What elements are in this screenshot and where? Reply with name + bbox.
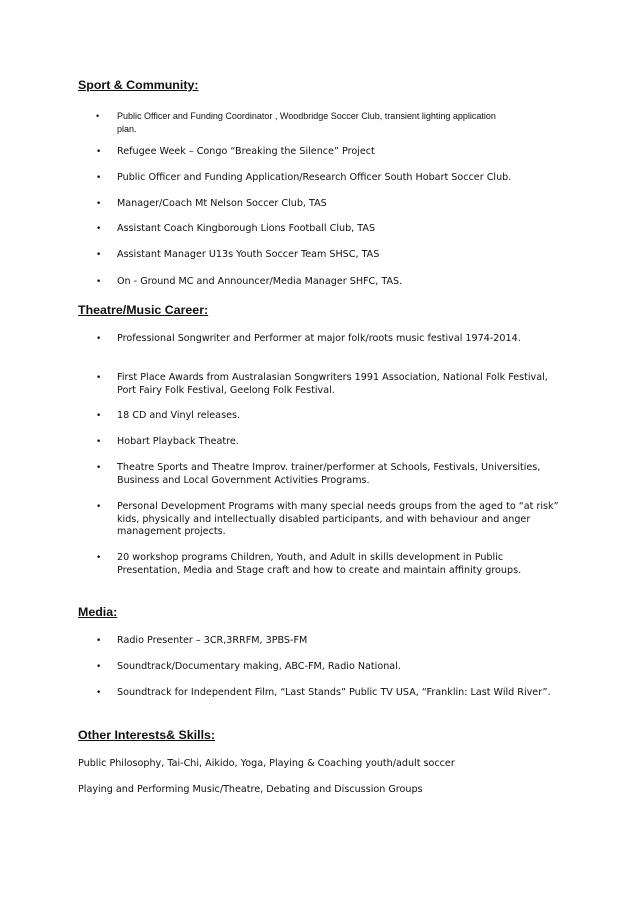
list-item-text: Radio Presenter – 3CR,3RRFM, 3PBS-FM	[117, 635, 308, 646]
list-item-text: Public Officer and Funding Coordinator , Woodbridge Soccer Club, transient lighting application plan.	[117, 111, 496, 134]
sport-community-heading: Sport & Community:	[78, 78, 199, 92]
bullet-icon: •	[96, 334, 102, 344]
list-item-text: Hobart Playback Theatre.	[117, 436, 239, 447]
bullet-icon: •	[96, 437, 102, 447]
list-item-text: Assistant Coach Kingborough Lions Football Club, TAS	[117, 223, 376, 234]
list-item	[96, 462, 566, 487]
list-item	[96, 146, 566, 159]
list-item-text: Personal Development Programs with many special needs groups from the aged to “at risk” kids, physically and intellectually disabled participants, and with behaviour and anger management projects.	[117, 501, 559, 537]
list-item	[96, 501, 566, 539]
list-item-text: Professional Songwriter and Performer at major folk/roots music festival 1974-2014.	[117, 333, 521, 344]
list-item	[96, 410, 566, 423]
list-item-text: 20 workshop programs Children, Youth, and Adult in skills development in Public Presentation, Media and Stage craft and how to create and maintain affinity groups.	[117, 552, 522, 576]
list-item	[96, 172, 566, 185]
list-item	[96, 249, 566, 262]
list-item-text: 18 CD and Vinyl releases.	[117, 410, 241, 421]
list-item	[96, 661, 566, 674]
list-item-text: Soundtrack for Independent Film, “Last Stands” Public TV USA, “Franklin: Last Wild River”.	[117, 687, 551, 698]
list-item	[96, 198, 566, 211]
list-item	[96, 552, 566, 577]
list-item	[96, 333, 566, 346]
bullet-icon: •	[96, 688, 102, 698]
list-item	[96, 436, 566, 449]
list-item	[96, 276, 566, 289]
media-heading: Media:	[78, 605, 118, 619]
list-item	[96, 223, 566, 236]
bullet-icon: •	[96, 250, 102, 260]
bullet-icon: •	[96, 502, 102, 512]
bullet-icon: •	[96, 173, 102, 183]
other-interests-heading: Other Interests& Skills:	[78, 728, 216, 742]
bullet-icon: •	[96, 662, 102, 672]
bullet-icon: •	[96, 463, 102, 473]
list-item-text: Assistant Manager U13s Youth Soccer Team SHSC, TAS	[117, 249, 380, 260]
theatre-music-heading: Theatre/Music Career:	[78, 303, 209, 317]
list-item	[96, 372, 566, 397]
list-item	[96, 110, 566, 135]
bullet-icon: •	[96, 147, 102, 157]
bullet-icon: •	[96, 224, 102, 234]
list-item-text: On - Ground MC and Announcer/Media Manager SHFC, TAS.	[117, 276, 403, 287]
bullet-icon: •	[96, 199, 102, 209]
bullet-icon: •	[96, 373, 102, 383]
other-interests-line: Playing and Performing Music/Theatre, Debating and Discussion Groups	[78, 784, 423, 795]
bullet-icon: •	[96, 553, 102, 563]
list-item-text: Manager/Coach Mt Nelson Soccer Club, TAS	[117, 198, 327, 209]
bullet-icon: •	[96, 636, 102, 646]
list-item-text: First Place Awards from Australasian Songwriters 1991 Association, National Folk Festival, Port Fairy Folk Festival, Geelong Folk Festival.	[117, 372, 548, 396]
list-item	[96, 687, 566, 700]
bullet-icon: •	[96, 411, 102, 421]
list-item-text: Theatre Sports and Theatre Improv. trainer/performer at Schools, Festivals, Universities, Business and Local Government Activities Programs.	[117, 462, 541, 486]
list-item	[96, 635, 566, 648]
list-item-text: Refugee Week – Congo “Breaking the Silence” Project	[117, 146, 375, 157]
bullet-icon: •	[96, 111, 100, 121]
list-item-text: Public Officer and Funding Application/Research Officer South Hobart Soccer Club.	[117, 172, 512, 183]
other-interests-line: Public Philosophy, Tai-Chi, Aikido, Yoga, Playing & Coaching youth/adult soccer	[78, 758, 455, 769]
bullet-icon: •	[96, 277, 102, 287]
list-item-text: Soundtrack/Documentary making, ABC-FM, Radio National.	[117, 661, 401, 672]
